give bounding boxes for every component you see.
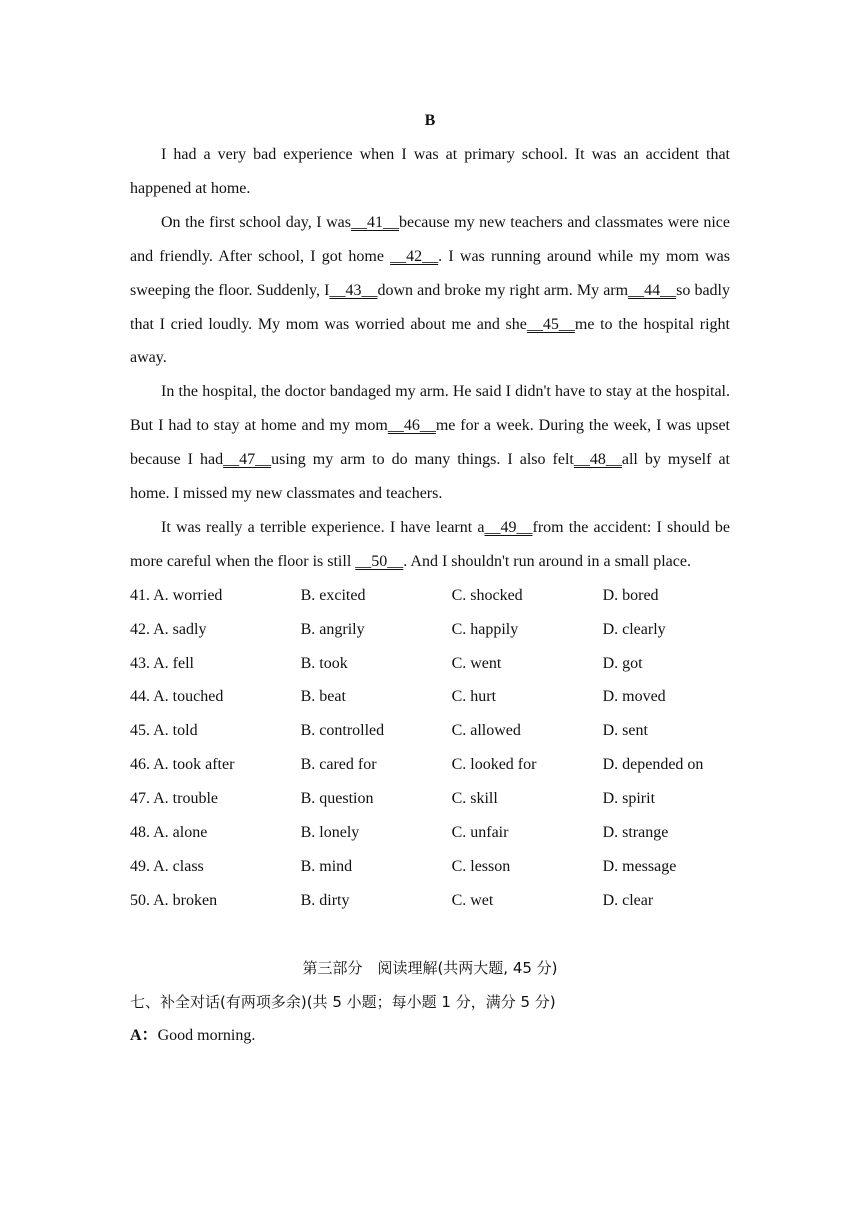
option-choice: B. took — [300, 654, 348, 672]
passage-text: It was really a terrible experience. I have learnt a — [161, 518, 485, 536]
passage-paragraph — [130, 511, 730, 579]
cloze-blank: __44__ — [628, 281, 677, 299]
option-choice: C. shocked — [451, 586, 523, 604]
option-row — [130, 613, 730, 647]
passage-text: all by myself at home. I missed my new classmates and teachers. — [130, 451, 730, 503]
option-choice: C. went — [451, 654, 502, 672]
document-page — [130, 104, 730, 1053]
dialog-text: Good morning. — [157, 1026, 256, 1044]
passage-text: me for a week. During the week, I was upset because I had — [130, 417, 730, 469]
option-choice: 42. A. sadly — [130, 620, 207, 638]
cloze-blank: __42__ — [390, 247, 439, 265]
option-choice: C. looked for — [451, 756, 537, 774]
option-row — [130, 850, 730, 884]
passage-text: . And I shouldn't run around in a small place. — [403, 552, 691, 570]
option-choice: B. mind — [300, 857, 353, 875]
passage-text: so badly that I cried loudly. My mom was worried about me and she — [130, 281, 730, 333]
option-row — [130, 579, 730, 613]
cloze-blank: __50__ — [355, 552, 404, 570]
option-choice: C. lesson — [451, 857, 511, 875]
passage-text: because my new teachers and classmates were nice and friendly. After school, I got home — [130, 213, 731, 265]
passage-text: from the accident: I should be more careful when the floor is still — [130, 518, 730, 570]
option-choice: D. got — [602, 654, 643, 672]
option-choice: D. depended on — [602, 756, 704, 774]
option-row — [130, 680, 730, 714]
option-choice: 43. A. fell — [130, 654, 194, 672]
option-choice: 48. A. alone — [130, 824, 208, 842]
option-choice: C. skill — [451, 790, 498, 808]
passage-text: . I was running around while my mom was sweeping the floor. Suddenly, I — [130, 247, 730, 299]
option-choice: D. strange — [602, 824, 669, 842]
cloze-blank: __41__ — [351, 213, 400, 231]
option-choice: B. question — [300, 790, 374, 808]
option-choice: D. sent — [602, 722, 648, 740]
option-choice: 47. A. trouble — [130, 790, 218, 808]
section-title: B — [424, 112, 436, 129]
option-choice: D. clear — [602, 891, 654, 909]
cloze-passage — [130, 138, 730, 579]
option-choice: 41. A. worried — [130, 586, 223, 604]
cloze-blank: __45__ — [526, 315, 575, 333]
passage-text: In the hospital, the doctor bandaged my arm. He said I didn't have to stay at the hospital. But I had to stay at home and my mom — [130, 383, 730, 435]
option-row — [130, 714, 730, 748]
option-choice: 46. A. took after — [130, 756, 235, 774]
dialog-speaker: A： — [130, 1026, 158, 1044]
cloze-blank: __48__ — [573, 451, 622, 469]
passage-text: On the first school day, I was — [161, 213, 352, 231]
passage-text: down and broke my right arm. My arm — [377, 281, 629, 299]
passage-paragraph — [130, 138, 730, 206]
option-choice: D. spirit — [602, 790, 656, 808]
cloze-blank: __47__ — [223, 451, 272, 469]
passage-text: I had a very bad experience when I was at primary school. It was an accident that happened at home. — [130, 146, 730, 197]
option-choice: C. hurt — [451, 688, 497, 706]
dialog-line — [130, 1019, 730, 1053]
section-heading: 七、补全对话(有两项多余)(共 5 小题；每小题 1 分，满分 5 分) — [130, 992, 556, 1011]
option-choice: B. dirty — [300, 891, 350, 909]
option-row — [130, 782, 730, 816]
part-heading: 第三部分 阅读理解(共两大题, 45 分) — [302, 958, 558, 977]
cloze-blank: __46__ — [387, 417, 436, 435]
option-choice: D. moved — [602, 688, 666, 706]
option-choice: B. angrily — [300, 620, 365, 638]
option-choice: B. beat — [300, 688, 346, 706]
answer-options — [130, 579, 730, 918]
option-choice: D. bored — [602, 586, 659, 604]
passage-text: using my arm to do many things. I also felt — [271, 451, 574, 469]
option-choice: B. lonely — [300, 824, 360, 842]
option-choice: D. clearly — [602, 620, 666, 638]
option-choice: B. excited — [300, 586, 366, 604]
option-row — [130, 647, 730, 681]
passage-text: me to the hospital right away. — [130, 315, 731, 367]
passage-paragraph — [130, 206, 730, 376]
option-choice: 49. A. class — [130, 857, 204, 875]
option-choice: B. controlled — [300, 722, 385, 740]
option-row — [130, 748, 730, 782]
option-choice: 44. A. touched — [130, 688, 224, 706]
option-choice: C. unfair — [451, 824, 509, 842]
option-row — [130, 816, 730, 850]
option-choice: C. happily — [451, 620, 519, 638]
option-choice: C. allowed — [451, 722, 521, 740]
option-choice: 50. A. broken — [130, 891, 218, 909]
dialog — [130, 1019, 730, 1053]
option-choice: D. message — [602, 857, 677, 875]
cloze-blank: __43__ — [329, 281, 378, 299]
option-row — [130, 884, 730, 918]
option-choice: B. cared for — [300, 756, 377, 774]
option-choice: C. wet — [451, 891, 494, 909]
option-choice: 45. A. told — [130, 722, 198, 740]
cloze-blank: __49__ — [484, 518, 533, 536]
passage-paragraph — [130, 375, 730, 511]
